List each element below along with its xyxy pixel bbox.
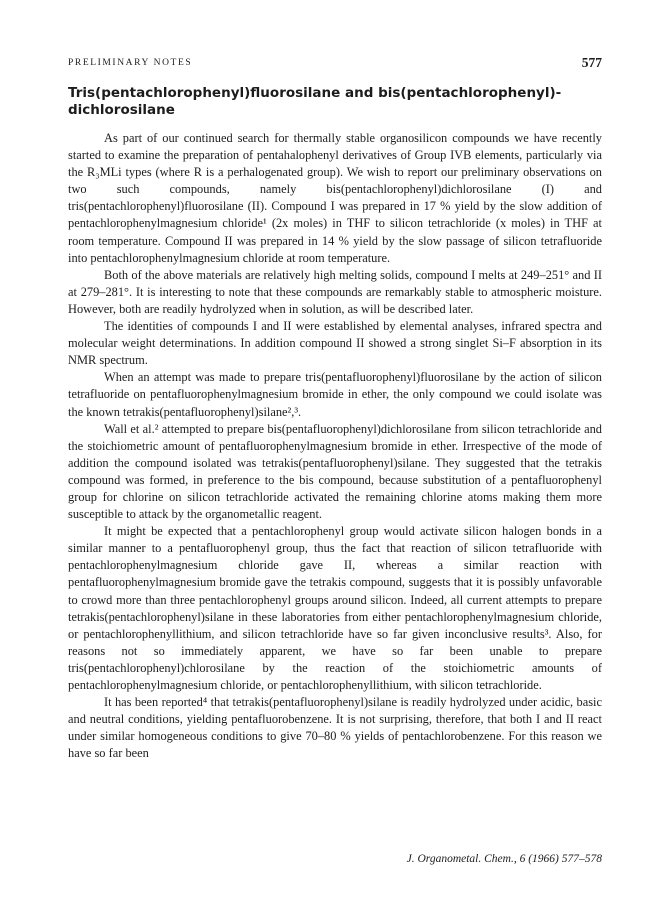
article-title <box>68 85 608 119</box>
running-head <box>68 55 602 75</box>
article-body <box>68 130 602 762</box>
paragraph-3: The identities of compounds I and II were established by elemental analyses, infrared spectra and molecular weight determinations. In addition compound II showed a strong singlet Si–F absorption in its NMR spectrum. <box>68 319 602 368</box>
paragraph-2: Both of the above materials are relatively high melting solids, compound I melts at 249–251° and II at 279–281°. It is interesting to note that these compounds are remarkably stable to atmospheric moisture. However, both are readily hydrolyzed when in solution, as will be described later. <box>68 267 602 316</box>
article-title-line-1: Tris(pentachlorophenyl)fluorosilane and bis(pentachlorophenyl)- <box>68 85 562 101</box>
paragraph-7: It has been reported⁴ that tetrakis(pentafluorophenyl)silane is readily hydrolyzed under acidic, basic and neutral conditions, yielding pentafluorobenzene. It is not surprising, therefore, that both I and II react under similar homogeneous conditions to give 70–80 % yields of pentachlorobenzene. For this reason we have so far been <box>68 695 602 761</box>
paragraph-5: Wall et al.² attempted to prepare bis(pentafluorophenyl)dichlorosilane from silicon tetrachloride and the stoichiometric amount of pentafluorophenylmagnesium bromide in ether. Irrespective of the mode of addition the compound isolated was tetrakis(pentafluorophenyl)silane. They suggested that the tetrakis compound was formed, in preference to the bis compound, because substitution of a pentafluorophenyl group for chlorine on silicon tetrachloride activated the remaining chlorine atoms making them more susceptible to attack by the organometallic reagent. <box>68 421 602 522</box>
paragraph-4: When an attempt was made to prepare tris(pentafluorophenyl)fluorosilane by the action of silicon tetrafluoride on pentafluorophenylmagnesium bromide in ether, the only compound we could isolate was the known tetrakis(pentafluorophenyl)silane²,³. <box>68 370 602 419</box>
paragraph-6: It might be expected that a pentachlorophenyl group would activate silicon halogen bonds in a similar manner to a pentafluorophenyl group, thus the fact that reaction of silicon tetrafluoride with pentachlorophenylmagnesium chloride gave II, whereas a similar reaction with pentafluorophenylmagnesium bromide gave the tetrakis compound, suggests that it is possibly unfavorable to crowd more than three pentachlorophenyl groups around silicon. Indeed, all current attempts to prepare tetrakis(pentachlorophenyl)silane in these laboratories from either pentachlorophenylmagnesium chloride, or pentachlorophenyllithium, and silicon tetrachloride have so far given inconclusive results³. Also, for reasons not so immediately apparent, we have so far been unable to prepare tris(pentachlorophenyl)chlorosilane by the reaction of the stoichiometric amounts of pentachlorophenylmagnesium chloride, or pentachlorophenyllithium, with silicon tetrachloride. <box>68 524 602 692</box>
page-number: 577 <box>581 55 602 70</box>
paragraph-1: As part of our continued search for thermally stable organosilicon compounds we have recently started to examine the preparation of pentahalophenyl derivatives of Group IVB elements, particularly via the R₃MLi types (where R is a perhalogenated group). We wish to report our preliminary observations on two such compounds, namely bis(pentachlorophenyl)dichlorosilane (I) and tris(pentachlorophenyl)fluorosilane (II). Compound I was prepared in 17 % yield by the slow addition of pentachlorophenylmagnesium chloride¹ (2x moles) in THF to silicon tetrachloride (x moles) in THF at room temperature. Compound II was prepared in 14 % yield by the slow passage of silicon tetrafluoride into pentachlorophenylmagnesium chloride at room temperature. <box>68 131 602 265</box>
running-title: PRELIMINARY NOTES <box>68 58 193 68</box>
journal-citation: J. Organometal. Chem., 6 (1966) 577–578 <box>406 853 602 865</box>
article-title-line-2: dichlorosilane <box>68 102 175 118</box>
